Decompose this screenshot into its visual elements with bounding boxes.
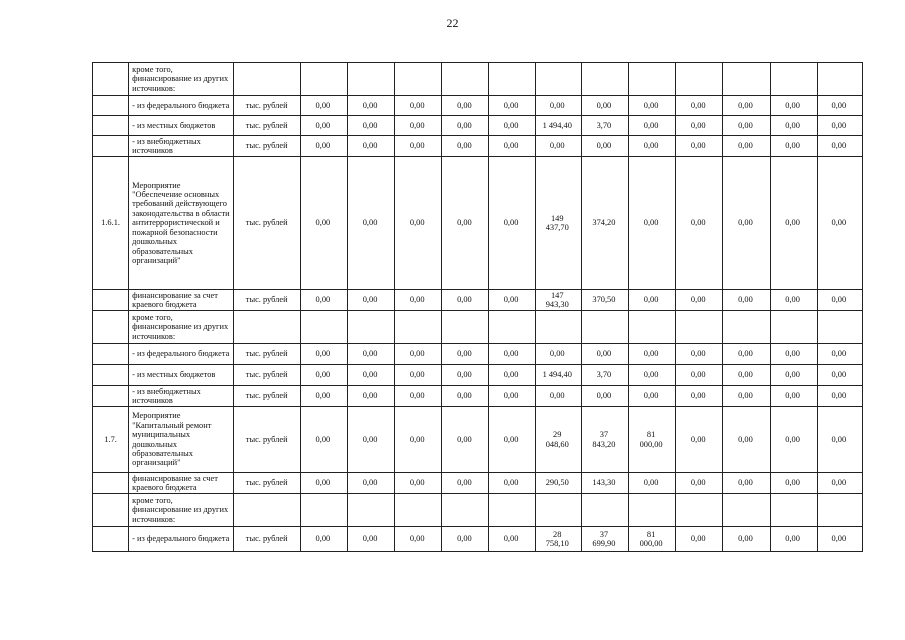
value-cell: 37 699,90 bbox=[581, 527, 628, 552]
budget-table-body bbox=[93, 63, 863, 552]
value-cell bbox=[535, 63, 581, 96]
row-unit-cell: тыс. рублей bbox=[233, 365, 300, 386]
value-cell bbox=[723, 311, 770, 344]
table-row bbox=[93, 290, 863, 311]
value-cell bbox=[817, 311, 862, 344]
value-cell: 0,00 bbox=[442, 365, 489, 386]
value-cell bbox=[723, 494, 770, 527]
value-cell: 0,00 bbox=[347, 407, 394, 473]
row-unit-cell: тыс. рублей bbox=[233, 527, 300, 552]
row-name-cell: Мероприятие "Капитальный ремонт муниципальных дошкольных образовательных организаций" bbox=[129, 407, 233, 473]
value-cell bbox=[442, 311, 489, 344]
value-cell: 0,00 bbox=[629, 473, 676, 494]
value-cell: 0,00 bbox=[676, 473, 723, 494]
value-cell: 0,00 bbox=[581, 96, 628, 116]
row-unit-cell: тыс. рублей bbox=[233, 290, 300, 311]
row-name-cell: - из местных бюджетов bbox=[129, 116, 233, 136]
row-unit-cell bbox=[233, 63, 300, 96]
value-cell: 0,00 bbox=[676, 96, 723, 116]
value-cell: 0,00 bbox=[300, 136, 347, 157]
value-cell: 0,00 bbox=[347, 290, 394, 311]
row-name-cell: - из федерального бюджета bbox=[129, 527, 233, 552]
value-cell: 0,00 bbox=[676, 344, 723, 365]
value-cell: 0,00 bbox=[770, 365, 817, 386]
value-cell: 0,00 bbox=[629, 386, 676, 407]
row-number-cell: 1.6.1. bbox=[93, 157, 129, 290]
value-cell: 37 843,20 bbox=[581, 407, 628, 473]
value-cell: 0,00 bbox=[395, 157, 442, 290]
value-cell: 81 000,00 bbox=[629, 527, 676, 552]
row-name-cell: кроме того, финансирование из других источников: bbox=[129, 311, 233, 344]
value-cell: 0,00 bbox=[300, 407, 347, 473]
value-cell bbox=[300, 311, 347, 344]
row-number-cell bbox=[93, 473, 129, 494]
value-cell: 0,00 bbox=[347, 344, 394, 365]
value-cell bbox=[442, 63, 489, 96]
value-cell bbox=[581, 494, 628, 527]
value-cell: 0,00 bbox=[347, 136, 394, 157]
value-cell bbox=[676, 494, 723, 527]
row-unit-cell: тыс. рублей bbox=[233, 157, 300, 290]
table-row bbox=[93, 407, 863, 473]
value-cell bbox=[723, 63, 770, 96]
value-cell: 0,00 bbox=[817, 386, 862, 407]
table-row bbox=[93, 527, 863, 552]
row-name-cell: кроме того, финансирование из других источников: bbox=[129, 494, 233, 527]
value-cell: 0,00 bbox=[629, 96, 676, 116]
value-cell: 0,00 bbox=[676, 527, 723, 552]
value-cell: 0,00 bbox=[581, 344, 628, 365]
value-cell: 0,00 bbox=[300, 473, 347, 494]
value-cell: 0,00 bbox=[770, 344, 817, 365]
value-cell: 0,00 bbox=[489, 290, 535, 311]
value-cell: 0,00 bbox=[676, 136, 723, 157]
row-unit-cell: тыс. рублей bbox=[233, 344, 300, 365]
value-cell: 0,00 bbox=[770, 290, 817, 311]
value-cell: 0,00 bbox=[676, 386, 723, 407]
value-cell: 0,00 bbox=[489, 157, 535, 290]
value-cell: 0,00 bbox=[395, 473, 442, 494]
value-cell bbox=[817, 63, 862, 96]
value-cell: 0,00 bbox=[629, 290, 676, 311]
value-cell: 0,00 bbox=[442, 96, 489, 116]
row-number-cell bbox=[93, 136, 129, 157]
value-cell: 0,00 bbox=[489, 96, 535, 116]
row-number-cell bbox=[93, 386, 129, 407]
value-cell bbox=[395, 63, 442, 96]
value-cell bbox=[629, 494, 676, 527]
value-cell: 0,00 bbox=[442, 473, 489, 494]
value-cell: 0,00 bbox=[395, 344, 442, 365]
value-cell: 0,00 bbox=[723, 365, 770, 386]
value-cell: 0,00 bbox=[676, 365, 723, 386]
value-cell: 0,00 bbox=[395, 365, 442, 386]
value-cell bbox=[535, 311, 581, 344]
table-row bbox=[93, 96, 863, 116]
row-number-cell bbox=[93, 116, 129, 136]
value-cell: 28 758,10 bbox=[535, 527, 581, 552]
value-cell: 0,00 bbox=[817, 344, 862, 365]
row-name-cell: - из внебюджетных источников bbox=[129, 136, 233, 157]
row-name-cell: кроме того, финансирование из других источников: bbox=[129, 63, 233, 96]
value-cell: 0,00 bbox=[581, 136, 628, 157]
value-cell: 0,00 bbox=[723, 527, 770, 552]
value-cell: 0,00 bbox=[489, 527, 535, 552]
value-cell: 0,00 bbox=[817, 136, 862, 157]
value-cell: 0,00 bbox=[817, 96, 862, 116]
value-cell: 81 000,00 bbox=[629, 407, 676, 473]
row-unit-cell: тыс. рублей bbox=[233, 407, 300, 473]
row-unit-cell bbox=[233, 311, 300, 344]
value-cell: 0,00 bbox=[770, 407, 817, 473]
row-unit-cell: тыс. рублей bbox=[233, 116, 300, 136]
value-cell: 0,00 bbox=[676, 157, 723, 290]
table-row bbox=[93, 157, 863, 290]
table-row bbox=[93, 344, 863, 365]
row-number-cell bbox=[93, 494, 129, 527]
value-cell bbox=[442, 494, 489, 527]
value-cell: 0,00 bbox=[395, 116, 442, 136]
value-cell: 143,30 bbox=[581, 473, 628, 494]
value-cell bbox=[770, 63, 817, 96]
value-cell: 0,00 bbox=[723, 157, 770, 290]
value-cell bbox=[300, 494, 347, 527]
value-cell: 0,00 bbox=[395, 96, 442, 116]
value-cell bbox=[676, 63, 723, 96]
value-cell: 0,00 bbox=[770, 527, 817, 552]
value-cell: 0,00 bbox=[489, 116, 535, 136]
value-cell: 0,00 bbox=[723, 344, 770, 365]
value-cell bbox=[629, 311, 676, 344]
value-cell: 370,50 bbox=[581, 290, 628, 311]
row-number-cell bbox=[93, 365, 129, 386]
value-cell: 0,00 bbox=[629, 365, 676, 386]
value-cell: 0,00 bbox=[629, 157, 676, 290]
value-cell bbox=[581, 63, 628, 96]
value-cell: 0,00 bbox=[817, 473, 862, 494]
value-cell: 0,00 bbox=[300, 290, 347, 311]
table-row bbox=[93, 365, 863, 386]
value-cell: 0,00 bbox=[723, 473, 770, 494]
row-unit-cell bbox=[233, 494, 300, 527]
page-number: 22 bbox=[446, 16, 459, 30]
table-row bbox=[93, 116, 863, 136]
value-cell: 0,00 bbox=[300, 365, 347, 386]
value-cell: 0,00 bbox=[817, 407, 862, 473]
value-cell: 0,00 bbox=[723, 136, 770, 157]
value-cell: 0,00 bbox=[300, 344, 347, 365]
value-cell: 0,00 bbox=[347, 527, 394, 552]
value-cell: 0,00 bbox=[395, 527, 442, 552]
value-cell bbox=[770, 311, 817, 344]
value-cell: 0,00 bbox=[300, 116, 347, 136]
value-cell: 0,00 bbox=[770, 116, 817, 136]
value-cell: 3,70 bbox=[581, 365, 628, 386]
value-cell: 0,00 bbox=[817, 290, 862, 311]
value-cell: 0,00 bbox=[442, 290, 489, 311]
value-cell: 1 494,40 bbox=[535, 365, 581, 386]
value-cell: 0,00 bbox=[489, 407, 535, 473]
value-cell: 0,00 bbox=[676, 116, 723, 136]
value-cell: 0,00 bbox=[723, 386, 770, 407]
value-cell: 29 048,60 bbox=[535, 407, 581, 473]
value-cell bbox=[535, 494, 581, 527]
row-name-cell: - из местных бюджетов bbox=[129, 365, 233, 386]
value-cell: 0,00 bbox=[347, 116, 394, 136]
row-number-cell: 1.7. bbox=[93, 407, 129, 473]
value-cell: 1 494,40 bbox=[535, 116, 581, 136]
value-cell: 0,00 bbox=[629, 344, 676, 365]
value-cell: 0,00 bbox=[347, 473, 394, 494]
value-cell: 0,00 bbox=[347, 365, 394, 386]
row-unit-cell: тыс. рублей bbox=[233, 136, 300, 157]
value-cell: 0,00 bbox=[535, 344, 581, 365]
value-cell: 0,00 bbox=[442, 344, 489, 365]
value-cell: 0,00 bbox=[347, 96, 394, 116]
value-cell: 147 943,30 bbox=[535, 290, 581, 311]
value-cell bbox=[300, 63, 347, 96]
row-number-cell bbox=[93, 96, 129, 116]
row-name-cell: - из федерального бюджета bbox=[129, 344, 233, 365]
value-cell: 3,70 bbox=[581, 116, 628, 136]
value-cell: 0,00 bbox=[442, 527, 489, 552]
value-cell: 0,00 bbox=[770, 136, 817, 157]
value-cell bbox=[347, 494, 394, 527]
value-cell bbox=[770, 494, 817, 527]
value-cell: 0,00 bbox=[817, 116, 862, 136]
row-number-cell bbox=[93, 311, 129, 344]
value-cell: 0,00 bbox=[535, 96, 581, 116]
row-number-cell bbox=[93, 63, 129, 96]
value-cell: 0,00 bbox=[442, 157, 489, 290]
row-name-cell: Мероприятие "Обеспечение основных требований действующего законодательства в области антитеррористической и пожарной безопасности дошкольных образовательных организаций" bbox=[129, 157, 233, 290]
value-cell bbox=[629, 63, 676, 96]
value-cell: 0,00 bbox=[395, 290, 442, 311]
value-cell bbox=[817, 494, 862, 527]
value-cell: 0,00 bbox=[723, 290, 770, 311]
value-cell bbox=[395, 311, 442, 344]
value-cell: 0,00 bbox=[395, 386, 442, 407]
row-number-cell bbox=[93, 290, 129, 311]
table-row bbox=[93, 311, 863, 344]
value-cell: 290,50 bbox=[535, 473, 581, 494]
value-cell: 0,00 bbox=[723, 96, 770, 116]
value-cell: 0,00 bbox=[629, 116, 676, 136]
value-cell: 0,00 bbox=[629, 136, 676, 157]
value-cell bbox=[489, 311, 535, 344]
row-name-cell: финансирование за счет краевого бюджета bbox=[129, 473, 233, 494]
value-cell: 0,00 bbox=[489, 365, 535, 386]
value-cell: 0,00 bbox=[581, 386, 628, 407]
value-cell: 0,00 bbox=[489, 344, 535, 365]
value-cell: 0,00 bbox=[676, 407, 723, 473]
value-cell bbox=[395, 494, 442, 527]
table-row bbox=[93, 494, 863, 527]
value-cell: 0,00 bbox=[347, 386, 394, 407]
value-cell: 0,00 bbox=[817, 527, 862, 552]
value-cell bbox=[347, 311, 394, 344]
value-cell: 0,00 bbox=[489, 386, 535, 407]
value-cell: 0,00 bbox=[770, 96, 817, 116]
value-cell: 0,00 bbox=[442, 136, 489, 157]
value-cell: 0,00 bbox=[300, 386, 347, 407]
value-cell: 0,00 bbox=[300, 96, 347, 116]
value-cell: 0,00 bbox=[442, 386, 489, 407]
value-cell bbox=[489, 494, 535, 527]
value-cell: 0,00 bbox=[723, 407, 770, 473]
table-row bbox=[93, 473, 863, 494]
row-name-cell: - из федерального бюджета bbox=[129, 96, 233, 116]
value-cell: 0,00 bbox=[442, 116, 489, 136]
table-row bbox=[93, 386, 863, 407]
row-unit-cell: тыс. рублей bbox=[233, 96, 300, 116]
row-number-cell bbox=[93, 344, 129, 365]
row-name-cell: финансирование за счет краевого бюджета bbox=[129, 290, 233, 311]
value-cell: 0,00 bbox=[770, 386, 817, 407]
value-cell: 0,00 bbox=[395, 407, 442, 473]
value-cell: 0,00 bbox=[535, 136, 581, 157]
value-cell: 0,00 bbox=[676, 290, 723, 311]
value-cell bbox=[347, 63, 394, 96]
row-unit-cell: тыс. рублей bbox=[233, 473, 300, 494]
value-cell: 0,00 bbox=[723, 116, 770, 136]
row-unit-cell: тыс. рублей bbox=[233, 386, 300, 407]
value-cell: 0,00 bbox=[347, 157, 394, 290]
value-cell bbox=[489, 63, 535, 96]
value-cell: 0,00 bbox=[489, 136, 535, 157]
value-cell: 149 437,70 bbox=[535, 157, 581, 290]
budget-table bbox=[92, 62, 863, 552]
table-row bbox=[93, 136, 863, 157]
value-cell: 0,00 bbox=[300, 527, 347, 552]
value-cell bbox=[581, 311, 628, 344]
table-row bbox=[93, 63, 863, 96]
value-cell: 0,00 bbox=[770, 157, 817, 290]
value-cell: 0,00 bbox=[489, 473, 535, 494]
row-number-cell bbox=[93, 527, 129, 552]
value-cell: 0,00 bbox=[442, 407, 489, 473]
value-cell: 374,20 bbox=[581, 157, 628, 290]
value-cell bbox=[676, 311, 723, 344]
value-cell: 0,00 bbox=[770, 473, 817, 494]
value-cell: 0,00 bbox=[817, 157, 862, 290]
value-cell: 0,00 bbox=[300, 157, 347, 290]
value-cell: 0,00 bbox=[817, 365, 862, 386]
value-cell: 0,00 bbox=[395, 136, 442, 157]
value-cell: 0,00 bbox=[535, 386, 581, 407]
row-name-cell: - из внебюджетных источников bbox=[129, 386, 233, 407]
